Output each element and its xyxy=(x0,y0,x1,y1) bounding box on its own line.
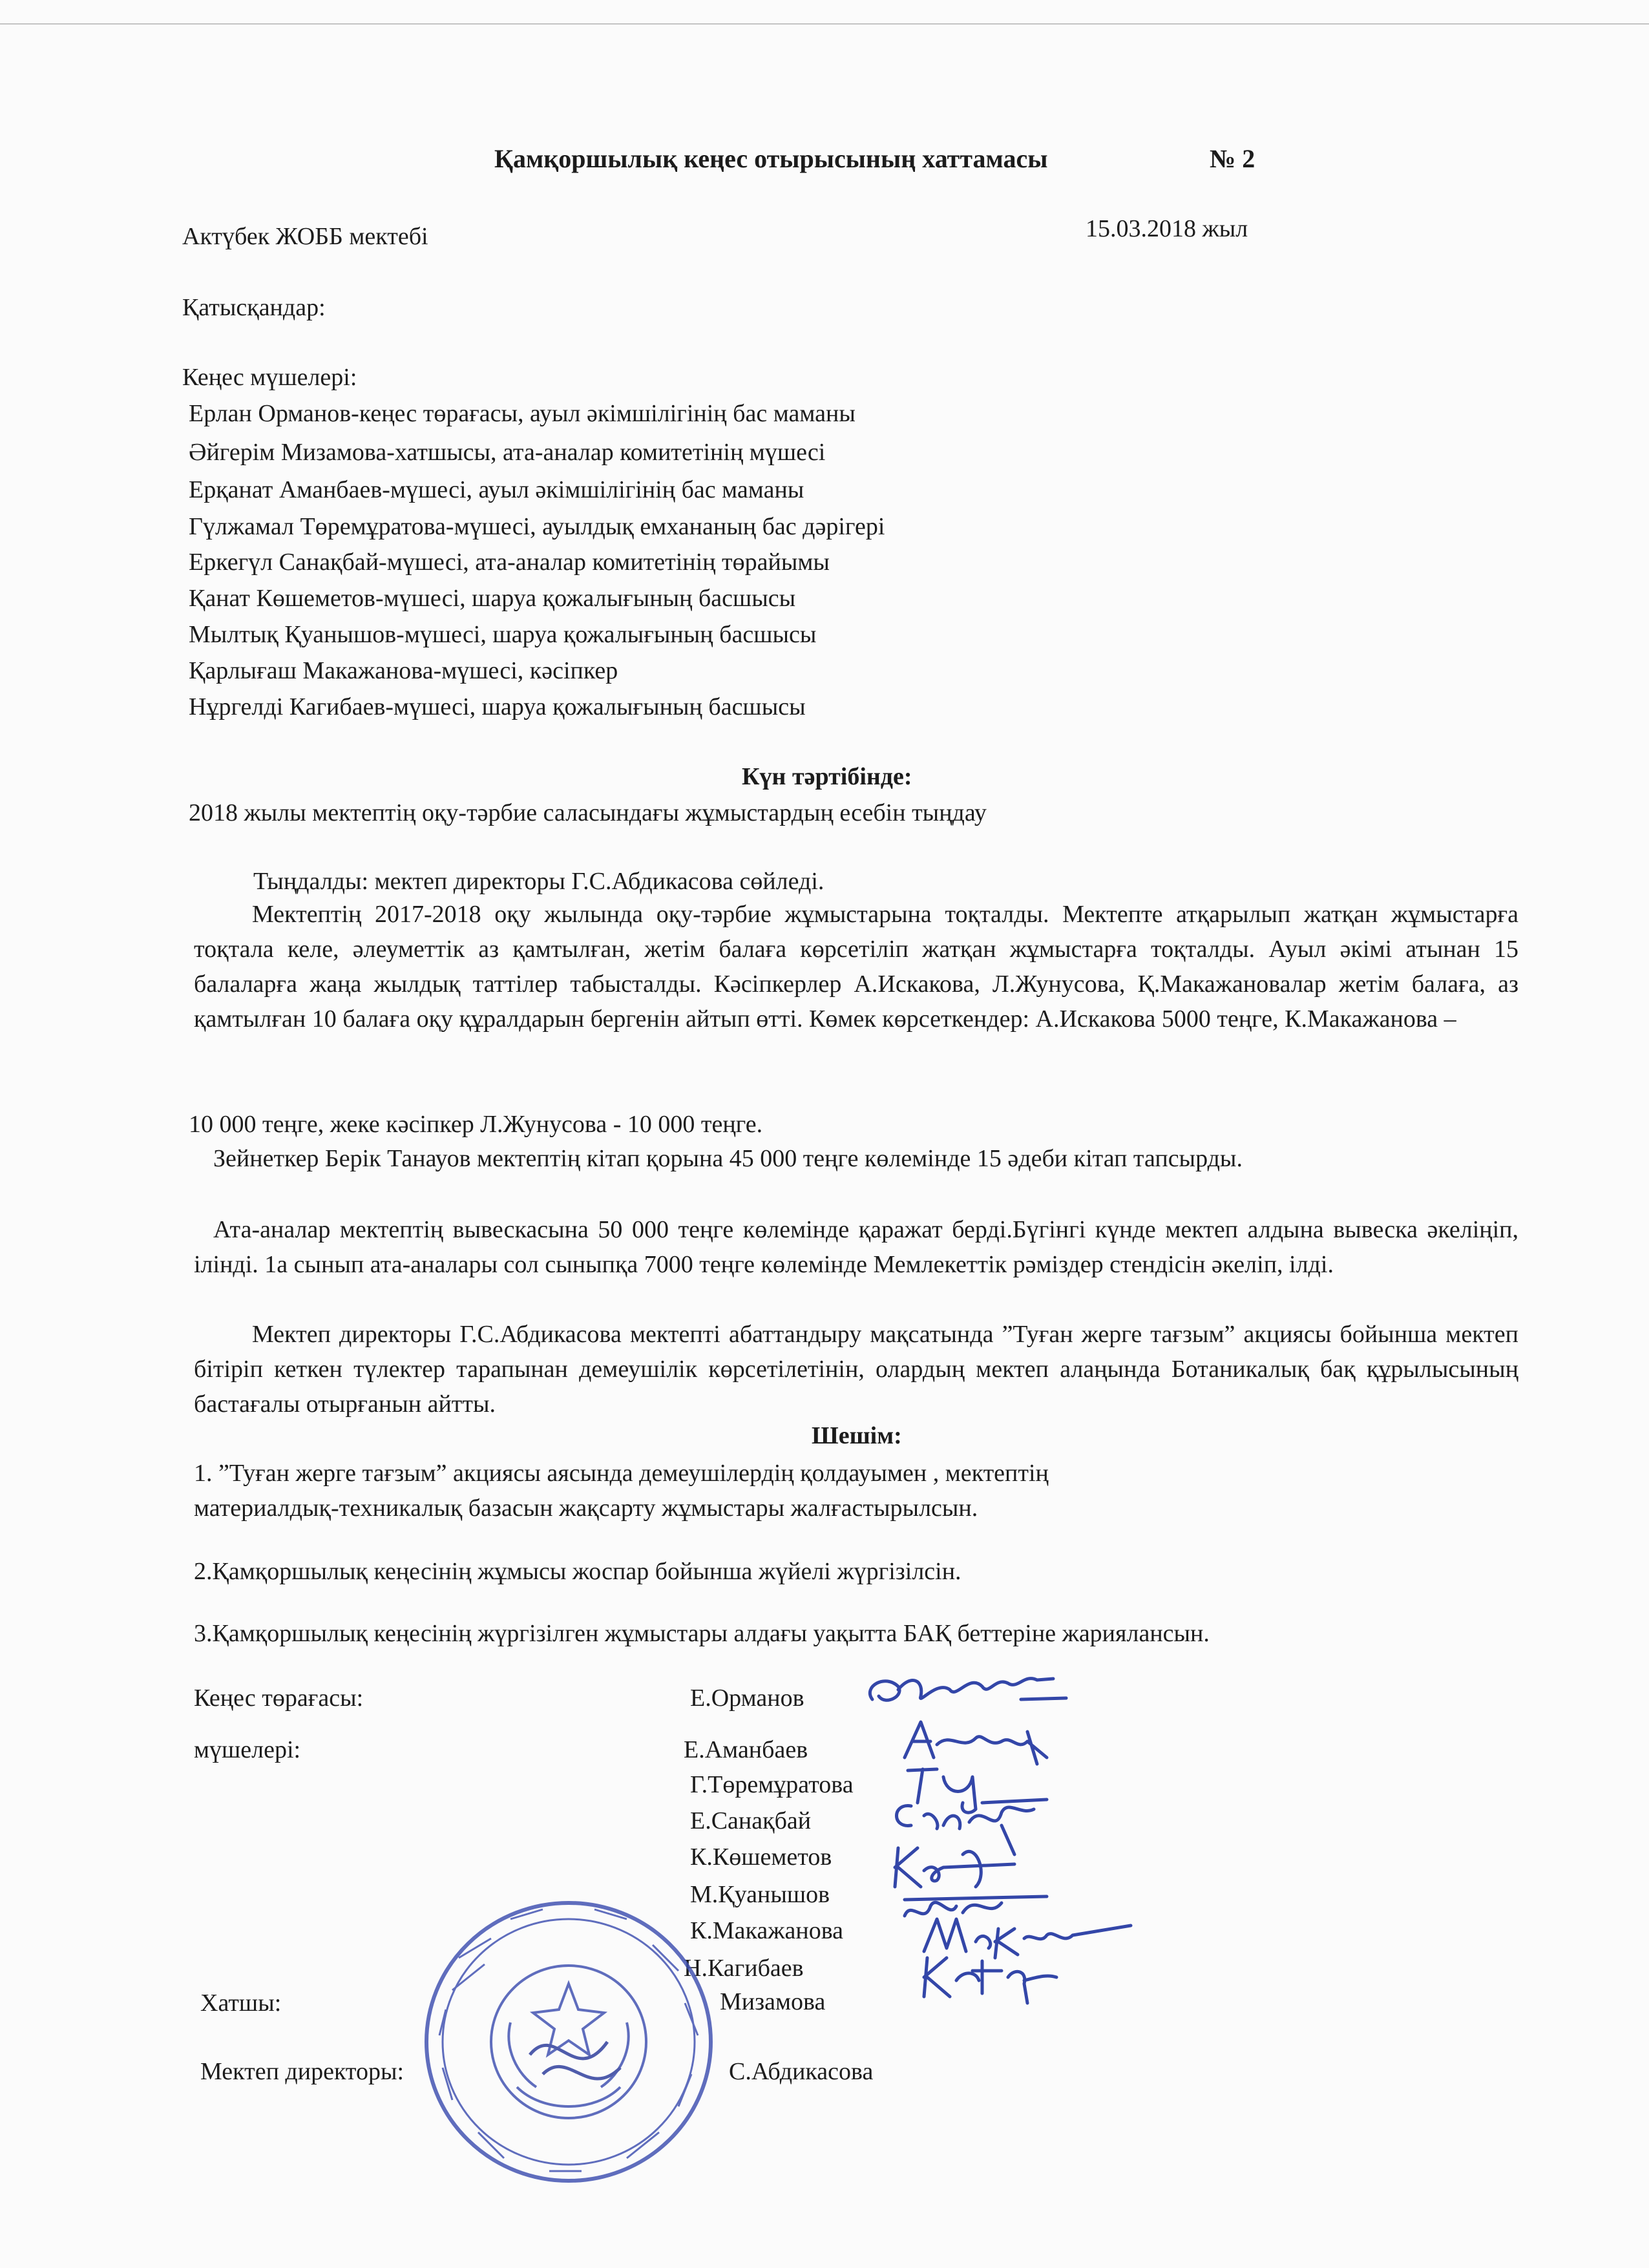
decision-item-1-cont: материалдық-техникалық базасын жақсарту жұмыстары жалғастырылсын. xyxy=(194,1495,978,1522)
paragraph-text: Ата-аналар мектептің вывескасына 50 000 теңге көлемінде қаражат берді.Бүгінгі күнде мектеп алдына вывеска әкеліңіп, ілінді. 1а сынып ата-аналары сол сыныпқа 7000 теңге көлемінде Мемлекеттік рәміздер стендісін әкеліп, ілді. xyxy=(194,1216,1518,1278)
member-line: Ерлан Орманов-кеңес төрағасы, ауыл әкімшілігінің бас маманы xyxy=(189,400,856,427)
secretary-label: Хатшы: xyxy=(200,1990,282,2017)
member-line: Ерқанат Аманбаев-мүшесі, ауыл әкімшілігінің бас маманы xyxy=(189,476,804,503)
decision-item-2: 2.Қамқоршылық кеңесінің жұмысы жоспар бойынша жүйелі жүргізілсін. xyxy=(194,1558,961,1585)
document-title: Қамқоршылық кеңес отырысының хаттамасы xyxy=(494,144,1048,173)
decision-item-3: 3.Қамқоршылық кеңесінің жүргізілген жұмыстары алдағы уақытта БАҚ беттеріне жариялансын. xyxy=(194,1620,1210,1647)
signature-member-1 xyxy=(898,1712,1060,1777)
agenda-text: 2018 жылы мектептің оқу-тәрбие саласындағы жұмыстардың есебін тыңдау xyxy=(189,799,987,826)
director-name: С.Абдикасова xyxy=(729,2058,874,2085)
official-seal-stamp xyxy=(414,1893,724,2190)
member-line: Еркегүл Санақбай-мүшесі, ата-аналар комитетінің төрайымы xyxy=(189,549,830,576)
document-number: № 2 xyxy=(1210,144,1255,173)
member-signatory: Н.Кагибаев xyxy=(684,1955,804,1982)
member-signatory: М.Қуанышов xyxy=(690,1881,830,1908)
member-signatory: Е.Санақбай xyxy=(690,1807,812,1834)
member-signatory: Е.Аманбаев xyxy=(684,1736,808,1763)
director-label: Мектеп директоры: xyxy=(200,2058,404,2085)
member-line: Қарлығаш Макажанова-мүшесі, кәсіпкер xyxy=(189,657,618,684)
document-date: 15.03.2018 жыл xyxy=(1086,215,1248,242)
donation-line: 10 000 теңге, жеке кәсіпкер Л.Жунусова - 10 000 теңге. xyxy=(189,1111,763,1138)
chair-name: Е.Орманов xyxy=(690,1685,804,1712)
member-line: Мылтық Қуанышов-мүшесі, шаруа қожалығының басшысы xyxy=(189,621,817,648)
signature-member-6 xyxy=(918,1906,1137,1977)
secretary-name: Мизамова xyxy=(720,1988,826,2015)
member-line: Гүлжамал Төремұратова-мүшесі, ауылдық емхананың бас дәрігері xyxy=(189,513,885,540)
school-name: Актүбек ЖОББ мектебі xyxy=(182,223,428,250)
signature-member-4 xyxy=(885,1835,1053,1913)
signature-chair xyxy=(859,1661,1073,1732)
signature-member-2 xyxy=(898,1758,1002,1816)
signature-member-7 xyxy=(918,1945,1073,2010)
member-signatory: К.Көшеметов xyxy=(690,1843,832,1871)
participants-heading: Қатысқандар: xyxy=(182,294,326,321)
decision-heading: Шешім: xyxy=(812,1422,902,1449)
body-paragraph-1 xyxy=(194,897,1518,1036)
members-heading: Кеңес мүшелері: xyxy=(182,364,357,391)
member-line: Қанат Көшеметов-мүшесі, шаруа қожалығының басшысы xyxy=(189,585,796,612)
agenda-heading: Күн тәртібінде: xyxy=(742,763,912,790)
scan-edge-line xyxy=(0,23,1649,25)
decision-item-1: 1. ”Туған жерге тағзым” акциясы аясында демеушілердің қолдауымен , мектептің xyxy=(194,1460,1049,1487)
paragraph-text: Зейнеткер Берік Танауов мектептің кітап қорына 45 000 теңге көлемінде 15 әдеби кітап тапсырды. xyxy=(213,1145,1243,1172)
body-paragraph-3 xyxy=(194,1212,1518,1282)
signature-member-3 xyxy=(885,1790,1053,1861)
chair-label: Кеңес төрағасы: xyxy=(194,1685,364,1712)
body-paragraph-2 xyxy=(194,1141,1518,1176)
member-line: Әйгерім Мизамова-хатшысы, ата-аналар комитетінің мүшесі xyxy=(189,439,826,466)
body-paragraph-4 xyxy=(194,1317,1518,1422)
signature-member-5 xyxy=(892,1880,1060,1932)
heard-line: Тыңдалды: мектеп директоры Г.С.Абдикасова сөйледі. xyxy=(253,868,824,895)
member-line: Нұргелді Кагибаев-мүшесі, шаруа қожалығының басшысы xyxy=(189,693,806,720)
members-label: мүшелері: xyxy=(194,1736,301,1763)
paragraph-text: Мектеп директоры Г.С.Абдикасова мектепті абаттандыру мақсатында ”Туған жерге тағзым” акциясы бойынша мектеп бітіріп кеткен түлектер тарапынан демеушілік көрсетілетінін, олардың мектеп алаңында Ботаникалық бақ құрылысының бастағалы отырғанын айтты. xyxy=(194,1321,1518,1418)
member-signatory: Г.Төремұратова xyxy=(690,1771,854,1798)
member-signatory: К.Макажанова xyxy=(690,1917,844,1944)
paragraph-text: Мектептің 2017-2018 оқу жылында оқу-тәрбие жұмыстарына тоқталды. Мектепте атқарылып жатқан жұмыстарға тоқтала келе, әлеуметтік аз қамтылған, жетім балаға көрсетіліп жатқан жұмыстарға тоқталды. Ауыл әкімі атынан 15 балаларға жаңа жылдық таттілер табысталды. Кәсіпкерлер А.Искакова, Л.Жунусова, Қ.Макажановалар жетім балаға, аз қамтылған 10 балаға оқу құралдарын бергенін айтып өтті. Көмек көрсеткендер: А.Искакова 5000 теңге, К.Макажанова – xyxy=(194,901,1518,1033)
